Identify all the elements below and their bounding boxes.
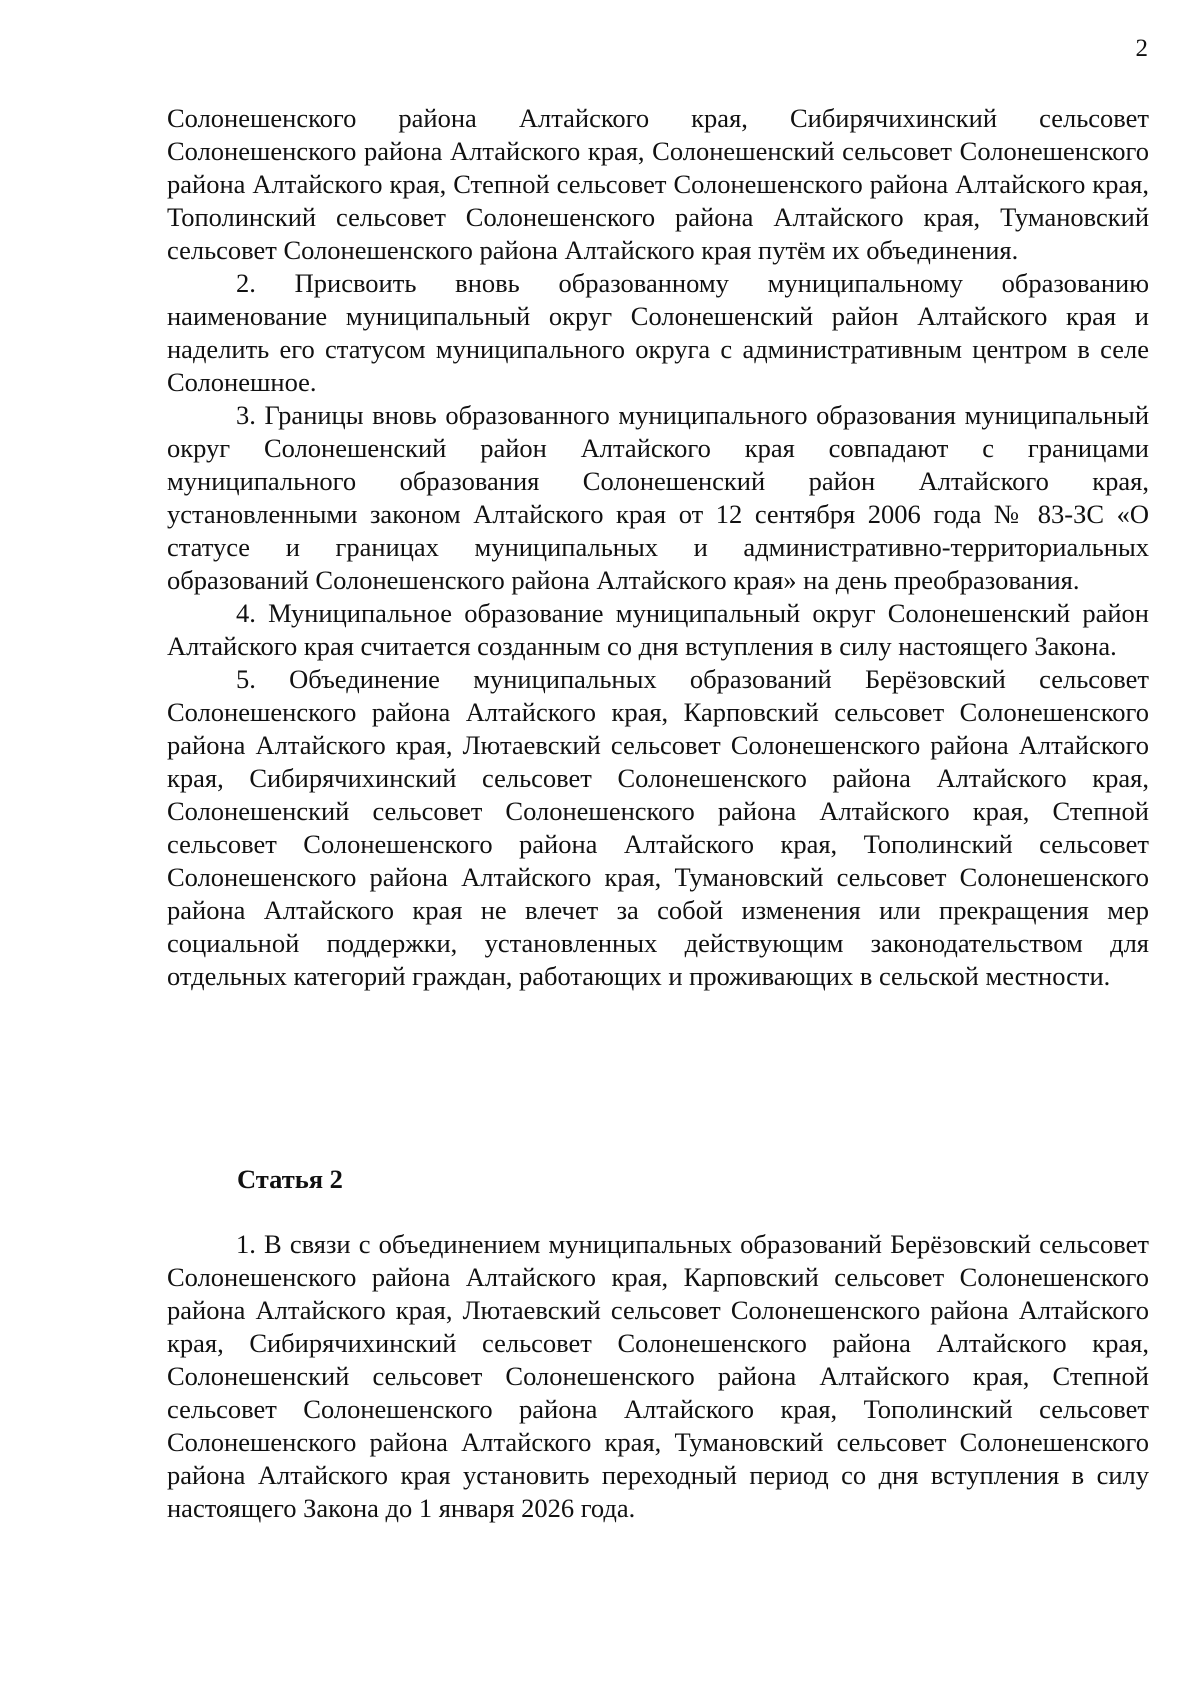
article-2-heading: Статья 2 xyxy=(237,1164,343,1194)
paragraph-item-3: 3. Границы вновь образованного муниципального образования муниципальный округ Солонешенский район Алтайского края совпадают с границами муниципального образования Солонешенский район Алтайского края, установленными законом Алтайского края от 12 сентября 2006 года № 83-ЗС «О статусе и границах муниципальных и административно-территориальных образований Солонешенского района Алтайского края» на день преобразования. xyxy=(167,400,1149,595)
paragraph-item-2: 2. Присвоить вновь образованному муниципальному образованию наименование муниципальный округ Солонешенский район Алтайского края и наделить его статусом муниципального округа с административным центром в селе Солонешное. xyxy=(167,268,1149,397)
article-1-body xyxy=(167,102,1149,993)
paragraph-item-5: 5. Объединение муниципальных образований Берёзовский сельсовет Солонешенского района Алтайского края, Карповский сельсовет Солонешенского района Алтайского края, Лютаевский сельсовет Солонешенского района Алтайского края, Сибирячихинский сельсовет Солонешенского района Алтайского края, Солонешенский сельсовет Солонешенского района Алтайского края, Степной сельсовет Солонешенского района Алтайского края, Тополинский сельсовет Солонешенского района Алтайского края, Тумановский сельсовет Солонешенского района Алтайского края не влечет за собой изменения или прекращения мер социальной поддержки, установленных действующим законодательством для отдельных категорий граждан, работающих и проживающих в сельской местности. xyxy=(167,664,1149,991)
paragraph-article-2-item-1: 1. В связи с объединением муниципальных образований Берёзовский сельсовет Солонешенского района Алтайского края, Карповский сельсовет Солонешенского района Алтайского края, Лютаевский сельсовет Солонешенского района Алтайского края, Сибирячихинский сельсовет Солонешенского района Алтайского края, Солонешенский сельсовет Солонешенского района Алтайского края, Степной сельсовет Солонешенского района Алтайского края, Тополинский сельсовет Солонешенского района Алтайского края, Тумановский сельсовет Солонешенского района Алтайского края установить переходный период со дня вступления в силу настоящего Закона до 1 января 2026 года. xyxy=(167,1229,1149,1523)
paragraph-item-4: 4. Муниципальное образование муниципальный округ Солонешенский район Алтайского края считается созданным со дня вступления в силу настоящего Закона. xyxy=(167,598,1149,661)
page-number: 2 xyxy=(1135,35,1148,62)
paragraph-continuation: Солонешенского района Алтайского края, Сибирячихинский сельсовет Солонешенского района Алтайского края, Солонешенский сельсовет Солонешенского района Алтайского края, Степной сельсовет Солонешенского района Алтайского края, Тополинский сельсовет Солонешенского района Алтайского края, Тумановский сельсовет Солонешенского района Алтайского края путём их объединения. xyxy=(167,103,1149,265)
article-2-body xyxy=(167,1228,1149,1525)
